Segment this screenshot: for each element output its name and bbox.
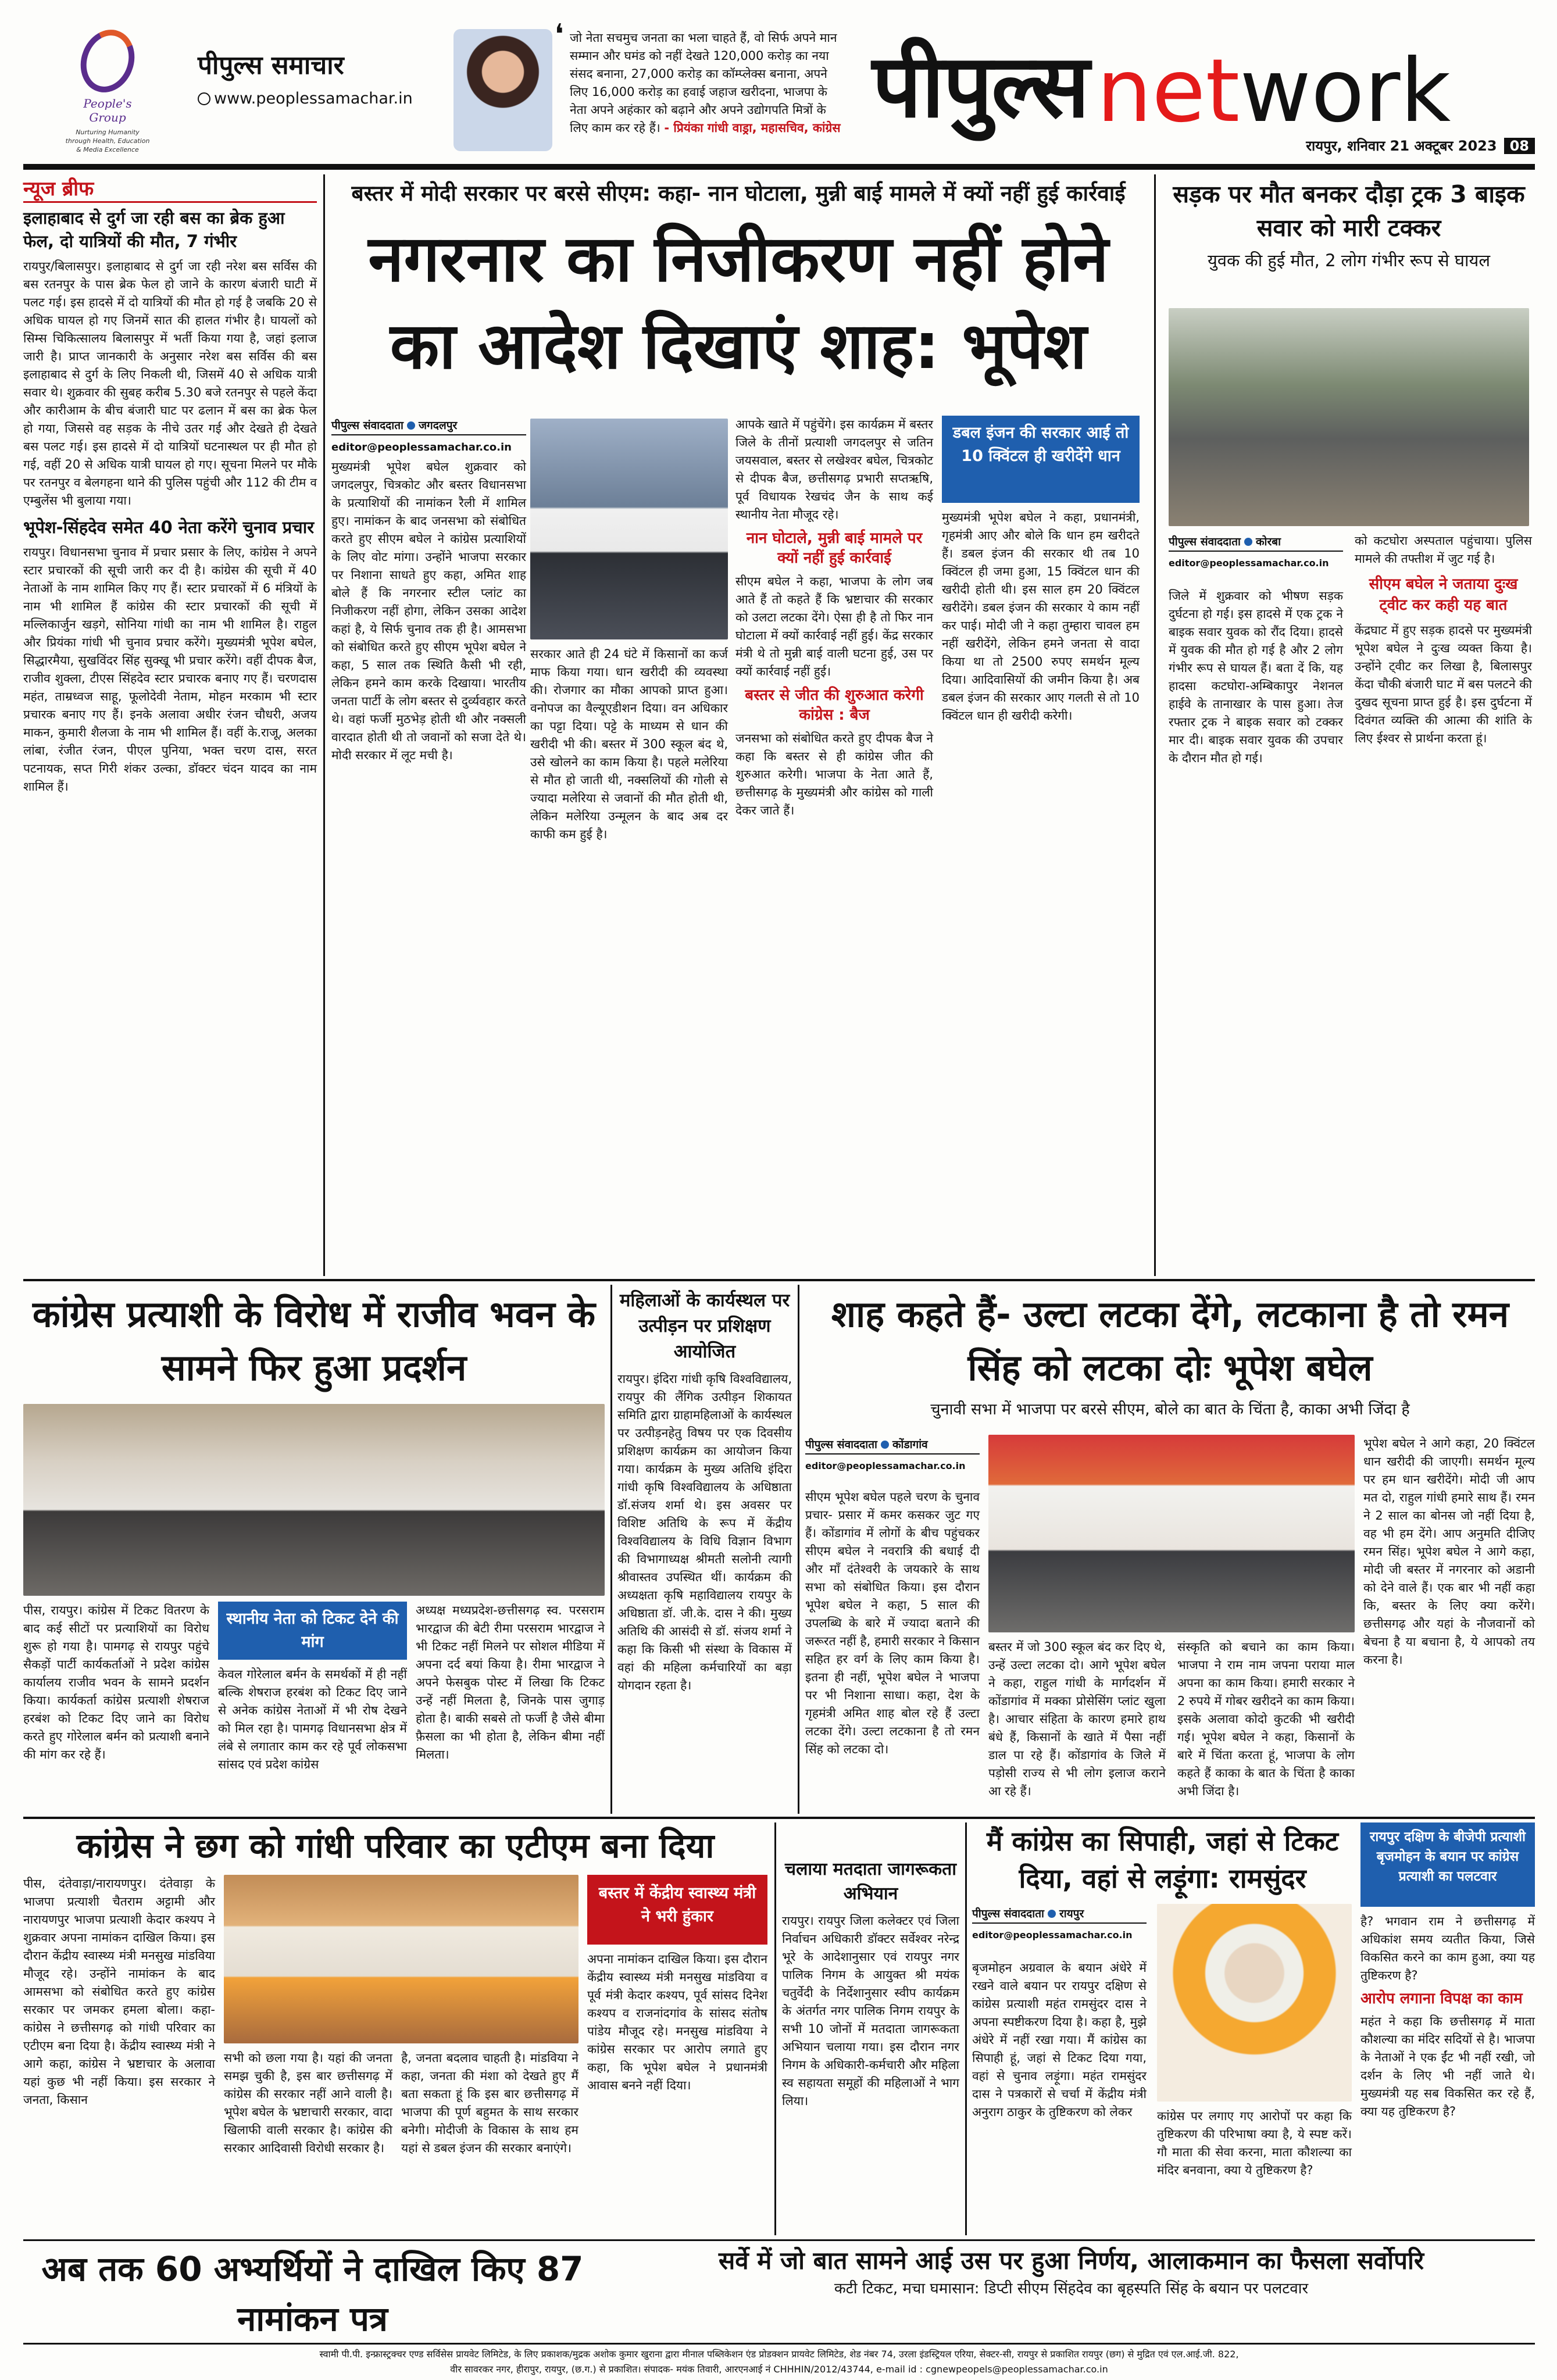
- section-rule: [23, 1817, 1535, 1819]
- ramsundar-headline[interactable]: मैं कांग्रेस का सिपाही, जहां से टिकट दिया, वहां से लड़ूंगा: रामसुंदर: [986, 1825, 1339, 1894]
- truck-subhead: युवक की हुई मौत, 2 लोग गंभीर रूप से घायल: [1208, 251, 1490, 270]
- ramsundar-body-1: बृजमोहन अग्रवाल के बयान अंधेरे में रखने वाले बयान पर रायपुर दक्षिण से कांग्रेस प्रत्याशी महंत रामसुंदर दास ने अपना स्पष्टीकरण दिया है। कहा है, मुझे अंधेरे में नहीं रखा गया। मैं कांग्रेस का सिपाही हूं, जहां से टिकट दिया गया, वहां से चुनाव लड़ूंगा। महंत रामसुंदर दास ने पत्रकारों से चर्चा में केंद्रीय मंत्री अनुराग ठाकुर के तुष्टिकरण को लेकर: [972, 1961, 1147, 2119]
- lead-photo-cm-rally: [530, 419, 728, 639]
- lead-story-header: [331, 177, 1145, 389]
- shah-byline: [805, 1435, 980, 1455]
- column-rule: [610, 1285, 612, 1814]
- shah-byline-block: [805, 1435, 980, 1476]
- lead-kicker: बस्तर में मोदी सरकार पर बरसे सीएम: कहा- नान घोटाला, मुन्नी बाई मामले में क्यों नहीं हुई कार्रवाई: [351, 181, 1126, 206]
- column-rule: [965, 1822, 967, 2235]
- quote-author: - प्रियंका गांधी वाड्रा, महासचिव, कांग्रेस: [664, 121, 841, 135]
- shah-body-4: भूपेश बघेल ने आगे कहा, 20 क्विंटल धान खरीदी की जाएगी। समर्थन मूल्य पर हम धान खरीदेंगे। मोदी जी आप मत दो, राहुल गांधी हमारे साथ हैं। रमन ने 2 साल का बोनस जो नहीं दिया है, वह भी हम देंगे। आप अनुमति दीजिए रमन सिंह। भूपेश बघेल ने आगे कहा, मोदी जी बस्तर में नगरनार को अडानी को देने वाले हैं। एक बार भी नहीं कहा कि, बस्तर के लिए क्या करेंगे। छत्तीसगढ़ और यहां के नौजवानों को बेचना है या बचाना है, ये आपको तय करना है।: [1363, 1436, 1535, 1667]
- brief-body-1: रायपुर/बिलासपुर। इलाहाबाद से दुर्ग जा रही नरेश बस सर्विस की बस रतनपुर के पास ब्रेक फेल हो जाने के कारण बंजारी घाटी में पलट गई। इस हादसे में दो यात्रियों की मौत हो गई है जबकि 20 से अधिक घायल हो गए जिनमें सात की हालत गंभीर है। घायलों को सिम्स चिकित्सालय बिलासपुर में भर्ती किया गया है, जहां इलाज जारी है। प्राप्त जानकारी के अनुसार नरेश बस सर्विस की बस इलाहाबाद से दुर्ग के लिए निकली थी, जिसमें 40 से अधिक यात्री सवार थे। शुक्रवार की सुबह करीब 5.30 बजे रतनपुर से पहले केंदा और कारीआम के बीच बंजारी घाट पर ढलान में बस का ब्रेक फेल हो गया, जिससे वह सड़क के नीचे उतर गई और देखते ही देखते बस पलट गई। इस हादसे में दो यात्रियों घटनास्थल पर ही मौत हो गई, वहीं 20 से अधिक यात्री घायल हो गए। सूचना मिलने पर मौके पर रतनपुर व बेलगहना थाने की पुलिस पहुंची और 112 की टीम व एम्बुलेंस भी बुलाया गया।: [23, 259, 317, 508]
- ramsundar-column-2: [1157, 2107, 1352, 2235]
- byline-text: पीपुल्स संवाददाता: [1169, 535, 1241, 548]
- ramsundar-byline: [972, 1904, 1147, 1924]
- byline-text: पीपुल्स संवाददाता: [972, 1907, 1044, 1920]
- double-engine-box: डबल इंजन की सरकार आई तो 10 क्विंटल ही खरीदेंगे धान: [942, 416, 1140, 503]
- womens-headline[interactable]: महिलाओं के कार्यस्थल पर उत्पीड़न पर प्रशिक्षण आयोजित: [619, 1290, 790, 1362]
- group-name: People's Group: [83, 97, 132, 124]
- column-rule: [774, 1822, 776, 2235]
- truck-byline: [1169, 532, 1343, 552]
- date-text: रायपुर, शनिवार 21 अक्टूबर 2023: [1306, 138, 1497, 154]
- shah-column-3: [1177, 1638, 1355, 1811]
- protest-headline[interactable]: कांग्रेस प्रत्याशी के विरोध में राजीव भवन के सामने फिर हुआ प्रदर्शन: [33, 1293, 595, 1389]
- lead-email[interactable]: editor@peoplessamachar.co.in: [331, 441, 512, 453]
- lead-body-3b: सीएम बघेल ने कहा, भाजपा के लोग जब आते हैं तो कहते हैं कि भ्रष्टाचार की सरकार को उलटा लटका देंगे। ऐसा ही है तो फिर नान घोटाला में क्यों कार्रवाई नहीं हुई। केंद्र सरकार मंत्री थे तो मुन्नी बाई वाली घटना हुई, उस पर क्यों कार्रवाई नहीं हुई।: [735, 574, 933, 678]
- atm-column-2: [224, 2049, 392, 2235]
- protest-body-2: केवल गोरेलाल बर्मन के समर्थकों में ही नहीं बल्कि शेषराज हरबंश को टिकट दिए जाने से अनेक कांग्रेस नेताओं में भी रोष देखने को मिल रहा है। पामगढ़ विधानसभा क्षेत्र में लंबे से लगातार काम कर रहे पूर्व लोकसभा सांसद एवं प्रदेश कांग्रेस: [218, 1667, 407, 1771]
- ramsundar-body-2: कांग्रेस पर लगाए गए आरोपों पर कहा कि तुष्टिकरण की परिभाषा क्या है, ये स्पष्ट करें। गौ माता की सेवा करना, माता कौशल्या का मंदिर बनवाना, क्या ये तुष्टिकरण है?: [1157, 2109, 1352, 2177]
- globe-icon: [198, 92, 210, 105]
- voter-headline[interactable]: चलाया मतदाता जागरूकता अभियान: [785, 1859, 956, 1904]
- news-brief-column: [23, 174, 317, 1276]
- protest-header: [23, 1288, 605, 1395]
- paper-url-text: www.peoplessamachar.in: [214, 90, 413, 108]
- bjp-candidate-box: रायपुर दक्षिण के बीजेपी प्रत्याशी बृजमोहन के बयान पर कांग्रेस प्रत्याशी का पलटवार: [1360, 1822, 1535, 1907]
- group-emblem-icon: [72, 22, 143, 100]
- atm-column-4: [587, 1950, 767, 2235]
- ramsundar-side-body-2: महंत ने कहा कि छत्तीसगढ़ में माता कौशल्या का मंदिर सदियों से है। भाजपा के नेताओं ने एक ईंट भी नहीं रखी, जो दर्शन के लिए भी नहीं जाते थे। मुख्यमंत्री यह सब विकसित कर रहे हैं, क्या यह तुष्टिकरण है?: [1360, 2014, 1535, 2118]
- shah-email[interactable]: editor@peoplessamachar.co.in: [805, 1460, 966, 1471]
- lead-body-1: मुख्यमंत्री भूपेश बघेल शुक्रवार को जगदलपुर, चित्रकोट और बस्तर विधानसभा के प्रत्याशियों की नामांकन रैली में शामिल हुए। नामांकन के बाद जनसभा को संबोधित करते हुए सीएम बघेल ने कांग्रेस प्रत्याशियों के लिए वोट मांगा। उन्होंने भाजपा सरकार पर निशाना साधते हुए कहा, अमित शाह बोले हैं कि नगरनार स्टील प्लांट का निजीकरण नहीं होगा, लेकिन उसका आदेश कहां है, ये सिर्फ चुनाव तक ही है। आमसभा को संबोधित करते हुए सीएम भूपेश बघेल ने कहा, 5 साल तक स्थिति कैसी भी रही, लेकिन हमने काम करके दिखाया। भारतीय जनता पार्टी के लोग बस्तर से दुर्व्यवहार करते थे। वहां फर्जी मुठभेड़ होती थी और नक्सली वारदात होती थी तो जवानों को सजा देते थे। मोदी सरकार में लूट मची है।: [331, 460, 526, 762]
- bullet-icon: [1048, 1910, 1056, 1918]
- imprint-footer: [23, 2343, 1535, 2378]
- section-title: न्यूज ब्रीफ: [23, 174, 317, 203]
- peoples-group-logo: [64, 29, 151, 154]
- brief-headline-1[interactable]: इलाहाबाद से दुर्ग जा रही बस का ब्रेक हुआ फेल, दो यात्रियों की मौत, 7 गंभीर: [23, 208, 285, 251]
- sister-paper-title: पीपुल्स समाचार: [198, 51, 344, 80]
- lead-column-1: [331, 416, 526, 1276]
- atm-column-1: [23, 1875, 215, 2107]
- atm-header: [23, 1822, 767, 1869]
- imprint-line-1: स्वामी पी.पी. इन्फ्रास्ट्रक्चर एण्ड सर्विसेस प्रायवेट लिमिटेड, के लिए प्रकाशक/मुद्रक अशोक कुमार खुराना द्वारा मीनाल पब्लिकेशन एंड प्रोडक्शन प्रायवेट लिमिटेड, शेड नंबर 74, उरला इंडस्ट्रियल एरिया, सेक्टर-सी, रायपुर से प्रकाशित रायपुर (छग) से मुद्रित एवं एल.आई.जी. 822,: [319, 2349, 1239, 2360]
- shah-header: [805, 1288, 1535, 1421]
- byline-place: कोरबा: [1255, 535, 1281, 548]
- truck-byline-block: [1169, 532, 1343, 573]
- truck-subhead-2: सीएम बघेल ने जताया दुःख ट्वीट कर कही यह बात: [1369, 576, 1518, 614]
- imprint-line-2: वीर सावरकर नगर, हीरापुर, रायपुर, (छ.ग.) से प्रकाशित। संपादक- मयंक तिवारी, आरएनआई नं CHHHIN/2012/43744, e-mail id : cgnewpeopels@peoplessamachar.co.in: [450, 2364, 1108, 2375]
- nominations-headline[interactable]: अब तक 60 अभ्यर्थियों ने दाखिल किए 87 नामांकन पत्र: [41, 2249, 584, 2339]
- truck-email[interactable]: editor@peoplessamachar.co.in: [1169, 558, 1329, 569]
- health-minister-box: बस्तर में केंद्रीय स्वास्थ्य मंत्री ने भरी हुंकार: [587, 1875, 767, 1945]
- lead-body-2: सरकार आते ही 24 घंटे में किसानों का कर्ज माफ किया गया। धान खरीदी की व्यवस्था की। रोजगार का मौका आपको प्राप्त हुआ। वनोपज का वैल्यूएडीशन दिया। वन अधिकार का पट्टा दिया। पट्टे के माध्यम से धान की खरीदी भी की। बस्तर में 300 स्कूल बंद थे, उसे खोलने का काम किया है। पहले मलेरिया से मौत हो जाती थी, नक्सलियों की गोली से ज्यादा मलेरिया से जवानों की मौत होती थी, लेकिन मलेरिया उन्मूलन के बाद अब दर काफी कम हुई है।: [530, 647, 728, 841]
- brief-body-2: रायपुर। विधानसभा चुनाव में प्रचार प्रसार के लिए, कांग्रेस ने अपने स्टार प्रचारकों की सूची जारी कर दी है। कांग्रेस की सूची में 40 नेताओं के नाम शामिल किए गए हैं। स्टार प्रचारकों में 6 मंत्रियों के नाम भी शामिल हैं कांग्रेस की स्टार प्रचारकों की सूची में मल्लिकार्जुन खड़गे, सोनिया गांधी का नाम भी शामिल है। राहुल और प्रियंका गांधी भी चुनाव प्रचार करेंगे। मुख्यमंत्री भूपेश बघेल, सिद्धारमैया, सुखविंदर सिंह सुक्खू भी प्रचार करेंगे। वहीं दीपक बैज, राजीव शुक्ला, टीएस सिंहदेव स्टार प्रचारक बनाए गए हैं। चरणदास महंत, ताम्रध्वज साहू, फूलोदेवी नेताम, मोहन मरकाम भी स्टार प्रचारक बनाए गए हैं। इनके अलावा अधीर रंजन चौधरी, अजय माकन, कुमारी शैलजा के नाम भी शामिल हैं। वहीं के.राजू, अलका लांबा, रंजीत रंजन, पीएल पुनिया, भक्त चरण दास, सरत पटनायक, सप्त गिरी शंकर उल्का, डॉक्टर चंदन यादव का नाम शामिल हैं।: [23, 545, 317, 794]
- masthead: [23, 17, 1535, 163]
- local-leader-box: स्थानीय नेता को टिकट देने की मांग: [218, 1602, 407, 1660]
- logo-work: work: [1240, 41, 1451, 142]
- shah-subhead: चुनावी सभा में भाजपा पर बरसे सीएम, बोले का बात के चिंता है, काका अभी जिंदा है: [930, 1400, 1410, 1418]
- logo-net: net: [1097, 41, 1240, 142]
- byline-text: पीपुल्स संवाददाता: [331, 419, 403, 432]
- section-rule: [23, 2239, 1535, 2241]
- group-tagline: Nurturing Humanity through Health, Education & Media Excellence: [65, 128, 150, 153]
- network-logo: [872, 23, 1535, 140]
- atm-photo: [224, 1875, 578, 2043]
- protest-column-2: [218, 1666, 407, 1811]
- shah-headline[interactable]: शाह कहते हैं- उल्टा लटका देंगे, लटकाना है तो रमन सिंह को लटका दोः भूपेश बघेल: [831, 1293, 1509, 1389]
- womens-body: रायपुर। इंदिरा गांधी कृषि विश्वविद्यालय, रायपुर की लैंगिक उत्पीड़न शिकायत समिति द्वारा ग्राहामहिलाओं के कार्यस्थल पर उत्पीड़नहेतु विषय पर एक दिवसीय प्रशिक्षण कार्यक्रम का आयोजन किया गया। कार्यक्रम के मुख्य अतिथि इंदिरा गांधी कृषि विश्वविद्यालय के अधिष्ठाता डॉ.संजय शर्मा थे। इस अवसर पर विशिष्ट अतिथि के रूप में केंद्रीय विश्वविद्यालय के विधि विज्ञान विभाग की विभागाध्यक्ष श्रीमती सलोनी त्यागी श्रीवास्तव उपस्थित थीं। कार्यक्रम की अध्यक्षता कृषि महाविद्यालय रायपुर के अधिष्ठाता डॉ. जी.के. दास ने की। मुख्य अतिथि की आसंदी से डॉ. संजय शर्मा ने कहा कि किसी भी संस्था के विकास में वहां की महिला कर्मचारियों का बड़ा योगदान रहता है।: [617, 1372, 792, 1692]
- ramsundar-column-3: [1360, 1913, 1535, 2235]
- logo-hindi: पीपुल्स: [872, 36, 1089, 137]
- protest-photo: [23, 1404, 605, 1596]
- byline-place: जगदलपुर: [418, 419, 458, 432]
- dateline: [1306, 136, 1535, 155]
- bullet-icon: [1244, 538, 1252, 546]
- column-rule: [1154, 174, 1156, 1276]
- truck-column-1: [1169, 587, 1343, 1276]
- atm-body-1: पीस, दंतेवाड़ा/नारायणपुर। दंतेवाड़ा के भाजपा प्रत्याशी चैतराम अट्टामी और नारायणपुर भाजपा प्रत्याशी केदार कश्यप ने शुक्रवार अपना नामांकन दाखिल किया। इस दौरान केंद्रीय स्वास्थ्य मंत्री मनसुख मांडविया मौजूद रहे। उन्होंने नामांकन के बाद आमसभा को संबोधित करते हुए कांग्रेस सरकार पर जमकर हमला बोला। कहा- कांग्रेस ने छत्तीसगढ़ को गांधी परिवार का एटीएम बना दिया है। केंद्रीय स्वास्थ्य मंत्री ने आगे कहा, कांग्रेस ने भ्रष्टाचार के अलावा यहां कुछ भी नहीं किया। इस सरकार ने जनता, किसान: [23, 1877, 215, 2107]
- truck-body-2: को कटघोरा अस्पताल पहुंचाया। पुलिस मामले की तफ्तीश में जुट गई है।: [1355, 534, 1532, 566]
- opposition-subhead: आरोप लगाना विपक्ष का काम: [1360, 1990, 1523, 2007]
- lead-body-4: मुख्यमंत्री भूपेश बघेल ने कहा, प्रधानमंत्री, गृहमंत्री आए और बोले कि धान हम खरीदते हैं। डबल इंजन की सरकार थी तब 10 क्विंटल ही जमा हुआ, 15 क्विंटल धान की खरीदी होती थी। इस साल हम 20 क्विंटल खरीदेंगे। डबल इंजन की सरकार ये काम नहीं कर पाई। मोदी जी ने कहा तुम्हारा चावल हम नहीं खरीदेंगे, लेकिन हमने जनता से वादा किया था तो 2500 रुपए समर्थन मूल्य दिया। आदिवासियों की जमीन किया है। अब डबल इंजन की सरकार आए गलती से तो 10 क्विंटल धान ही खरीदी करेगी।: [942, 510, 1140, 723]
- ramsundar-byline-block: [972, 1904, 1147, 1945]
- shah-body-1: सीएम भूपेश बघेल पहले चरण के चुनाव प्रचार- प्रसार में कमर कसकर जुट गए हैं। कोंडागांव में लोगों के बीच पहुंचकर सीएम बघेल ने नवरात्रि की बधाई दी और माँ दंतेश्वरी के जयकारे के साथ सभा को संबोधित किया। इस दौरान भूपेश बघेल ने कहा, 5 साल की उपलब्धि के बारे में ज्यादा बताने की जरूरत नहीं है, हमारी सरकार ने किसान सहित हर वर्ग के लिए काम किया है। इतना ही नहीं, भूपेश बघेल ने भाजपा पर भी निशाना साधा। कहा, देश के गृहमंत्री अमित शाह बोल रहे हैं उल्टा लटका देंगे। उल्टा लटकाना है तो रमन सिंह को लटका दो।: [805, 1490, 980, 1756]
- column-rule: [798, 1285, 799, 1814]
- ramsundar-email[interactable]: editor@peoplessamachar.co.in: [972, 1929, 1133, 1941]
- quote-text: जो नेता सचमुच जनता का भला चाहते हैं, वो सिर्फ अपने मान सम्मान और घमंड को नहीं देखते 120,000 करोड़ का नया संसद बनाना, 27,000 करोड़ का कॉम्प्लेक्स बनाना, अपने लिए 16,000 करोड़ का हवाई जहाज खरीदना, भाजपा के नेता अपने अहंकार को बढ़ाने और अपने उद्योगपति मित्रों के लिए काम कर रहे हैं।: [570, 31, 837, 135]
- brief-headline-2[interactable]: भूपेश-सिंहदेव समेत 40 नेता करेंगे चुनाव प्रचार: [23, 517, 315, 537]
- shah-column-2: [988, 1638, 1166, 1811]
- byline-place: रायपुर: [1059, 1907, 1084, 1920]
- lead-subhead-2: बस्तर से जीत की शुरुआत करेगी कांग्रेस : बैज: [745, 687, 924, 724]
- truck-headline[interactable]: सड़क पर मौत बनकर दौड़ा ट्रक 3 बाइक सवार को मारी टक्कर: [1173, 180, 1525, 242]
- shah-rally-photo: [988, 1435, 1355, 1632]
- page-number: 08: [1504, 138, 1535, 154]
- womens-training-story: [617, 1288, 792, 1811]
- atm-body-4: अपना नामांकन दाखिल किया। इस दौरान केंद्रीय स्वास्थ्य मंत्री मनसुख मांडविया व पूर्व मंत्री केदार कश्यप, पूर्व सांसद दिनेश कश्यप व राजनांदगांव के सांसद संतोष पांडेय मौजूद रहे। मनसुख मांडविया ने कांग्रेस सरकार पर आरोप लगाते हुए कहा, कि भूपेश बघेल ने प्रधानमंत्री आवास बनने नहीं दिया।: [587, 1952, 767, 2092]
- atm-headline[interactable]: कांग्रेस ने छग को गांधी परिवार का एटीएम बना दिया: [76, 1826, 715, 1866]
- ramsundar-side-body: है? भगवान राम ने छत्तीसगढ़ में अधिकांश समय व्यतीत किया, जिसे विकसित करने का काम हुआ, क्या यह तुष्टिकरण है?: [1360, 1914, 1535, 1982]
- shah-column-4: [1363, 1435, 1535, 1811]
- ramsundar-header: [972, 1822, 1353, 1897]
- bullet-icon: [407, 421, 415, 430]
- survey-headline[interactable]: सर्वे में जो बात सामने आई उस पर हुआ निर्णय, आलाकमान का फैसला सर्वोपरि: [718, 2246, 1424, 2275]
- section-rule: [23, 1279, 1535, 1281]
- bullet-icon: [881, 1441, 889, 1449]
- atm-body-3: है, जनता बदलाव चाहती है। मांडविया ने कहा, जनता की मंशा को देखते हुए मैं बता सकता हूं कि इस बार छत्तीसगढ़ में भाजपा की पूर्ण बहुमत के साथ सरकार बनेगी। मोदीजी के विकास के साथ हम यहां से डबल इंजन की सरकार बनाएंगे।: [401, 2051, 578, 2155]
- protest-column-3: [416, 1602, 605, 1811]
- lead-body-3c: जनसभा को संबोधित करते हुए दीपक बैज ने कहा कि बस्तर से ही कांग्रेस जीत की शुरुआत करेगी। भाजपा के नेता आते हैं, छत्तीसगढ़ के मुख्यमंत्री और कांग्रेस को गाली देकर जाते हैं।: [735, 731, 933, 817]
- shah-body-2: बस्तर में जो 300 स्कूल बंद कर दिए थे, उन्हें उल्टा लटका दो। आगे भूपेश बघेल ने कहा, राहुल गांधी के मार्गदर्शन में कोंडागांव में मक्का प्रोसेसिंग प्लांट खुला है। आचार संहिता के कारण हमारे हाथ बंधे हैं, किसानों के खाते में पैसा नहीं डाल पा रहे हैं। कोंडागांव के जिले में पड़ोसी राज्य से भी लोग इलाज कराने आ रहे हैं।: [988, 1640, 1166, 1798]
- protest-body-1: पीस, रायपुर। कांग्रेस में टिकट वितरण के बाद कई सीटों पर प्रत्याशियों का विरोध शुरू हो गया है। पामगढ़ से रायपुर पहुंचे सैकड़ों पार्टी कार्यकर्ताओं ने प्रदेश कांग्रेस कार्यालय राजीव भवन के सामने प्रदर्शन किया। कार्यकर्ता कांग्रेस प्रत्याशी शेषराज हरबंश को टिकट दिए जाने का विरोध करते हुए गोरेलाल बर्मन को प्रत्याशी बनाने की मांग कर रहे हैं।: [23, 1603, 209, 1761]
- lead-column-4: [942, 509, 1140, 1276]
- atm-body-2: सभी को छला गया है। यहां की जनता समझ चुकी है, इस बार छत्तीसगढ़ में कांग्रेस की सरकार नहीं आने वाली है। भूपेश बघेल के भ्रष्टाचारी सरकार, वादा खिलाफी वाली सरकार है। कांग्रेस की सरकार आदिवासी विरोधी सरकार है।: [224, 2051, 392, 2155]
- nominations-header: [23, 2244, 602, 2344]
- masthead-rule: [23, 164, 1535, 170]
- lead-body-3: आपके खाते में पहुंचेंगे। इस कार्यक्रम में बस्तर जिले के तीनों प्रत्याशी जगदलपुर से जतिन जयसवाल, बस्तर से लखेश्वर बघेल, चित्रकोट से दीपक बैज, छत्तीसगढ़ प्रभारी सप्तऋषि, पूर्व विधायक रेखचंद जैन के साथ कई स्थानीय नेता मौजूद रहे।: [735, 417, 933, 521]
- voter-body: रायपुर। रायपुर जिला कलेक्टर एवं जिला निर्वाचन अधिकारी डॉक्टर सर्वेश्वर नरेन्द्र भूरे के आदेशानुसार एवं रायपुर नगर पालिक निगम के आयुक्त श्री मयंक चतुर्वेदी के निर्देशानुसार स्वीप कार्यक्रम के अंतर्गत नगर पालिक निगम रायपुर के सभी 10 जोनों में मतदाता जागरूकता अभियान चलाया गया। इस दौरान नगर निगम के अधिकारी-कर्मचारी और महिला स्व सहायता समूहों की महिलाओं ने भाग लिया।: [782, 1914, 959, 2108]
- lead-column-3: [735, 416, 933, 1276]
- truck-body-2b: केंद्रघाट में हुए सड़क हादसे पर मुख्यमंत्री भूपेश बघेल ने दुःख व्यक्त किया है। उन्होंने ट्वीट कर लिखा है, बिलासपुर केंदा चौकी बंजारी घाट में बस पलटने की दुखद सूचना प्राप्त हुई है। इस दुर्घटना में दिवंगत व्यक्ति की आत्मा की शांति के लिए ईश्वर से प्रार्थना करता हूं।: [1355, 623, 1532, 745]
- ramsundar-photo: [1157, 1904, 1352, 2102]
- truck-column-2: [1355, 532, 1532, 1276]
- survey-header: [608, 2244, 1535, 2300]
- quote-mark-icon: ❛: [555, 18, 564, 51]
- lead-byline: [331, 416, 526, 435]
- lead-headline[interactable]: नगरनार का निजीकरण नहीं होने का आदेश दिखाएं शाह: भूपेश: [368, 221, 1109, 383]
- quote-portrait: [453, 29, 552, 151]
- ramsundar-column-1: [972, 1959, 1147, 2235]
- shah-body-3: संस्कृति को बचाने का काम किया। भाजपा ने राम नाम जपना पराया माल अपना का काम किया। हमारी सरकार ने 2 रुपये में गोबर खरीदने का काम किया। इसके अलावा कोदो कुटकी भी खरीदी गई। भूपेश बघेल ने कहा, किसानों के बारे में चिंता करता हूं, भाजपा के लोग कहते हैं काका के बात के चिंता है काका अभी जिंदा है।: [1177, 1640, 1355, 1798]
- voter-awareness-story: [782, 1857, 959, 2235]
- column-rule: [323, 174, 325, 1276]
- sister-paper-url[interactable]: [198, 90, 430, 108]
- truck-body-1: जिले में शुक्रवार को भीषण सड़क दुर्घटना हो गई। इस हादसे में एक ट्रक ने बाइक सवार युवक को रौंद दिया। हादसे में युवक की मौत हो गई है और 2 लोग गंभीर रूप से घायल हैं। बता दें कि, यह हादसा कटघोरा-अम्बिकापुर नेशनल हाईवे के तानाखार के पास हुआ। तेज रफ्तार ट्रक ने बाइक सवार को टक्कर मार दी। बाइक सवार युवक की उपचार के दौरान मौत हो गई।: [1169, 589, 1343, 765]
- byline-text: पीपुल्स संवाददाता: [805, 1438, 877, 1451]
- atm-column-3: [401, 2049, 578, 2235]
- truck-accident-photo: [1169, 308, 1529, 526]
- lead-column-2: [530, 645, 728, 1276]
- shah-column-1: [805, 1488, 980, 1811]
- lead-subhead-1: नान घोटाले, मुन्नी बाई मामले पर क्यों नहीं हुई कार्रवाई: [746, 530, 923, 567]
- protest-column-1: [23, 1602, 209, 1811]
- atm-column-1b: [23, 2075, 215, 2235]
- truck-accident-header: [1163, 177, 1535, 273]
- masthead-quote: [555, 18, 843, 137]
- survey-subhead: कटी टिकट, मचा घमासान: डिप्टी सीएम सिंहदेव का बृहस्पति सिंह के बयान पर पलटवार: [834, 2280, 1309, 2297]
- protest-body-3: अध्यक्ष मध्यप्रदेश-छत्तीसगढ़ स्व. परसराम भारद्वाज की बेटी रीमा परसराम भारद्वाज ने भी टिकट नहीं मिलने पर सोशल मीडिया में अपना दर्द बयां किया है। रीमा भारद्वाज ने अपने फेसबुक पोस्ट में लिखा कि टिकट उन्हें नहीं मिलता है, जिनके पास जुगाड़ होता है। बाकी सबसे तो फर्जी है जैसे बीमा फ़ैसला का भी होता है, लेकिन बीमा नहीं मिलता।: [416, 1603, 605, 1761]
- byline-place: कोंडागांव: [892, 1438, 928, 1451]
- logo-english: [1097, 41, 1451, 142]
- sister-paper: [198, 47, 430, 108]
